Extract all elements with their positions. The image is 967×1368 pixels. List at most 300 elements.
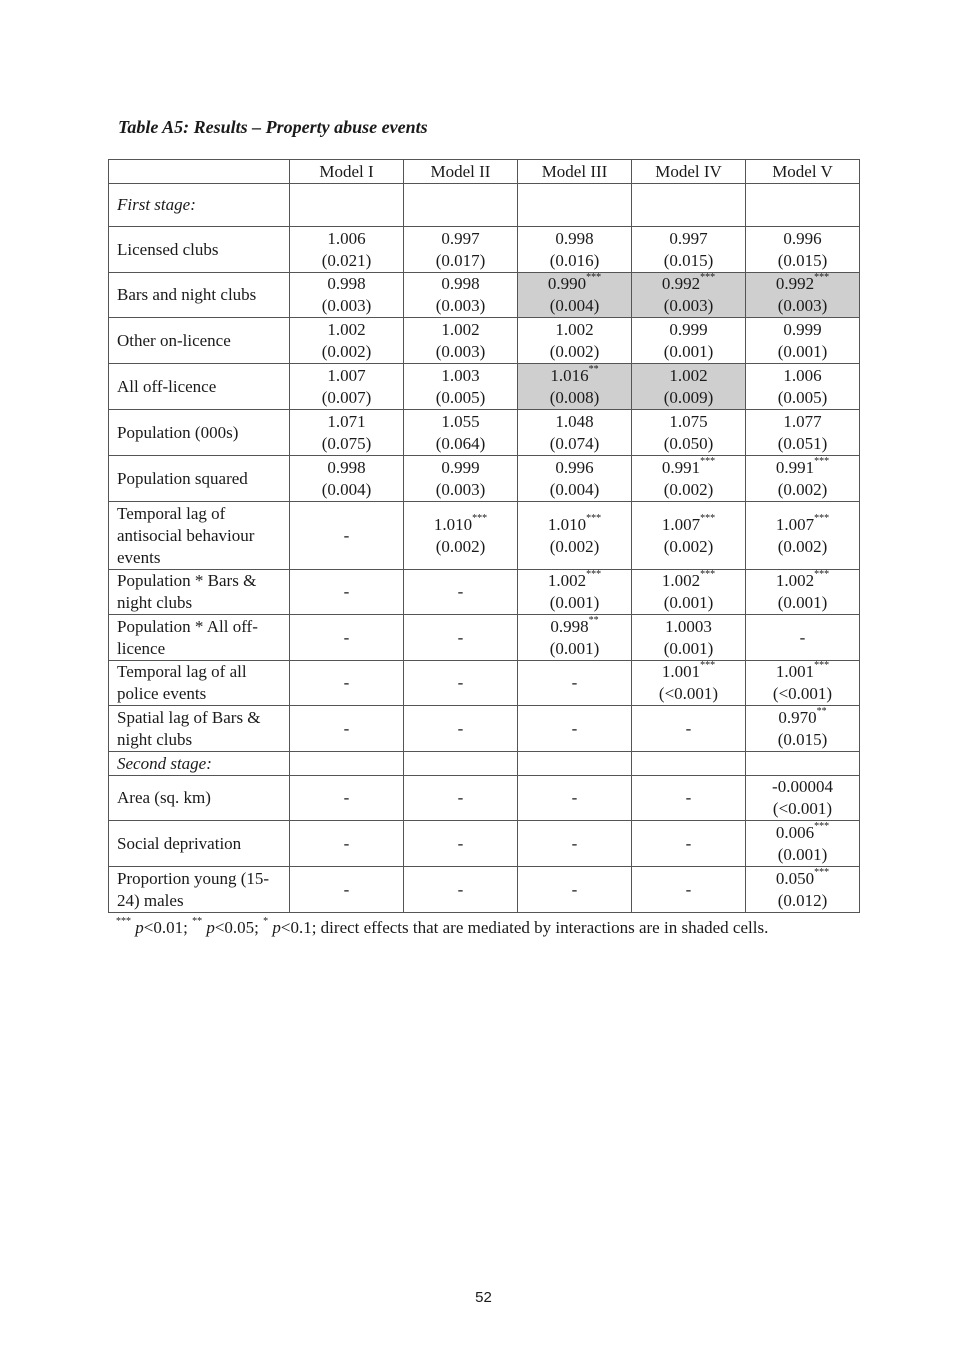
coef-value: [518, 879, 631, 901]
coef-value: [632, 228, 745, 250]
col-header-model-3: Model III: [518, 160, 632, 184]
coef-number: 0.050: [775, 868, 815, 888]
coef-number: 1.055: [441, 411, 480, 431]
std-error: (0.074): [549, 433, 600, 453]
coef-value: [746, 514, 859, 536]
coef-cell: [632, 364, 746, 410]
coef-number: 0.991: [661, 457, 701, 477]
row-label: Spatial lag of Bars & night clubs: [109, 706, 290, 752]
coef-value: [404, 411, 517, 433]
coef-number: -: [685, 833, 692, 853]
significance-stars: **: [816, 705, 827, 717]
coef-number: 1.010: [547, 514, 587, 534]
empty-cell: [290, 184, 404, 227]
coef-cell: [404, 227, 518, 273]
significance-stars: ***: [814, 660, 830, 672]
coef-value: [404, 319, 517, 341]
coef-cell: [290, 227, 404, 273]
coef-cell: [290, 502, 404, 570]
coef-number: 0.998: [441, 274, 480, 293]
std-error: (0.064): [435, 433, 486, 453]
coef-value: [404, 627, 517, 649]
coef-number: 1.007: [661, 514, 701, 534]
coef-cell: [518, 227, 632, 273]
significance-stars: ***: [472, 512, 488, 524]
row-label: Population (000s): [109, 410, 290, 456]
coef-value: [404, 457, 517, 479]
stage-row: [109, 184, 860, 227]
coef-cell: [518, 364, 632, 410]
coef-value: [632, 661, 745, 683]
coef-value: [290, 879, 403, 901]
std-error: (0.003): [777, 296, 828, 315]
std-error: (0.002): [777, 536, 828, 556]
empty-cell: [746, 752, 860, 776]
coef-value: [290, 672, 403, 694]
std-error: (0.075): [321, 433, 372, 453]
coef-cell: [746, 570, 860, 615]
std-error: (0.003): [663, 296, 714, 315]
footnote-p: p: [272, 918, 281, 937]
coef-value: [290, 787, 403, 809]
footnote-sig-2: **: [192, 916, 203, 928]
coef-value: [632, 787, 745, 809]
coef-value: [290, 319, 403, 341]
coef-number: 0.999: [669, 319, 708, 339]
std-error: (0.050): [663, 433, 714, 453]
coef-number: 0.006: [775, 822, 815, 842]
footnote-text-1: <0.01;: [143, 918, 193, 937]
coef-number: 0.998: [327, 457, 366, 477]
coef-cell: [632, 318, 746, 364]
coef-cell: [404, 364, 518, 410]
coef-value: [746, 776, 859, 798]
coef-number: 1.007: [775, 514, 815, 534]
footnote-text-2: <0.05;: [214, 918, 264, 937]
header-corner: [109, 160, 290, 184]
coef-cell: [404, 456, 518, 502]
std-error: (0.015): [777, 250, 828, 270]
coef-value: [404, 514, 517, 536]
coef-cell: [290, 570, 404, 615]
coef-value: [518, 787, 631, 809]
row-label: Other on-licence: [109, 318, 290, 364]
coef-value: [746, 661, 859, 683]
row-label: Population * All off-licence: [109, 615, 290, 661]
coef-cell: [518, 776, 632, 821]
coef-cell: [746, 867, 860, 913]
table-caption: Table A5: Results – Property abuse events: [118, 117, 428, 137]
coef-value: [404, 581, 517, 603]
table-row: [109, 318, 860, 364]
std-error: (0.001): [777, 593, 828, 612]
coef-value: [518, 273, 631, 295]
coef-cell: [746, 318, 860, 364]
coef-number: 0.998: [550, 616, 589, 636]
coef-number: -: [343, 833, 350, 853]
coef-cell: [518, 456, 632, 502]
significance-stars: **: [588, 363, 599, 375]
coef-cell: [518, 661, 632, 706]
table-row: [109, 706, 860, 752]
coef-value: [518, 616, 631, 638]
coef-number: 0.990: [547, 274, 587, 293]
coef-value: [632, 570, 745, 592]
col-header-model-5: Model V: [746, 160, 860, 184]
coef-cell: [632, 227, 746, 273]
stage-label: Second stage:: [109, 752, 290, 776]
coef-cell: [746, 776, 860, 821]
footnote-sig-1: *: [263, 916, 269, 928]
coef-number: -: [343, 788, 350, 807]
std-error: (0.017): [435, 250, 486, 270]
coef-cell: [632, 661, 746, 706]
coef-number: 1.071: [327, 411, 366, 431]
coef-value: [518, 411, 631, 433]
std-error: (0.001): [663, 638, 714, 658]
footnote-text-3: <0.1; direct effects that are mediated by interactions are in shaded cells.: [280, 918, 769, 937]
coef-value: [632, 879, 745, 901]
coef-cell: [746, 364, 860, 410]
coef-number: 0.992: [775, 274, 815, 293]
empty-cell: [290, 752, 404, 776]
significance-stars: ***: [814, 569, 830, 581]
std-error: (0.002): [549, 341, 600, 361]
coef-number: -: [343, 627, 350, 647]
coef-value: [632, 833, 745, 855]
col-header-model-4: Model IV: [632, 160, 746, 184]
row-label: Temporal lag of antisocial behaviour events: [109, 502, 290, 570]
coef-number: -: [685, 788, 692, 807]
coef-value: [746, 707, 859, 729]
coef-number: 0.997: [669, 228, 708, 248]
empty-cell: [632, 752, 746, 776]
table-row: [109, 502, 860, 570]
std-error: (0.004): [549, 296, 600, 315]
coef-cell: [518, 821, 632, 867]
coef-cell: [404, 318, 518, 364]
coef-number: 1.075: [669, 411, 708, 431]
coef-value: [404, 672, 517, 694]
coef-value: [746, 457, 859, 479]
coef-value: [404, 787, 517, 809]
col-header-model-1: Model I: [290, 160, 404, 184]
coef-cell: [404, 867, 518, 913]
significance-stars: ***: [814, 512, 830, 524]
significance-stars: ***: [700, 272, 716, 284]
coef-number: -: [571, 673, 578, 692]
std-error: (0.007): [321, 387, 372, 407]
coef-value: [746, 570, 859, 592]
coef-cell: [404, 821, 518, 867]
std-error: (0.051): [777, 433, 828, 453]
coef-cell: [404, 410, 518, 456]
std-error: (0.005): [435, 387, 486, 407]
coef-number: 1.003: [441, 365, 480, 385]
coef-cell: [518, 318, 632, 364]
coef-number: 1.001: [661, 662, 701, 681]
coef-number: 0.999: [783, 319, 822, 339]
std-error: (0.015): [777, 729, 828, 749]
coef-value: [404, 879, 517, 901]
coef-value: [518, 319, 631, 341]
row-label: All off-licence: [109, 364, 290, 410]
std-error: (0.002): [321, 341, 372, 361]
coef-cell: [632, 456, 746, 502]
significance-stars: ***: [814, 272, 830, 284]
significance-stars: ***: [586, 512, 602, 524]
table-row: [109, 867, 860, 913]
coef-cell: [404, 570, 518, 615]
table-row: [109, 456, 860, 502]
std-error: (0.001): [549, 638, 600, 658]
coef-value: [632, 457, 745, 479]
coef-cell: [632, 570, 746, 615]
std-error: (0.003): [435, 479, 486, 499]
coef-number: -: [343, 582, 350, 601]
std-error: (<0.001): [658, 684, 719, 703]
coef-value: [404, 365, 517, 387]
coef-number: -0.00004: [772, 777, 833, 796]
std-error: (0.009): [663, 387, 714, 407]
significance-stars: ***: [814, 866, 830, 878]
table-row: [109, 821, 860, 867]
coef-value: [632, 273, 745, 295]
coef-number: -: [457, 718, 464, 738]
coef-cell: [632, 615, 746, 661]
std-error: (0.003): [435, 341, 486, 361]
row-label: Temporal lag of all police events: [109, 661, 290, 706]
coef-cell: [518, 615, 632, 661]
coef-number: 1.077: [783, 411, 822, 431]
empty-cell: [746, 184, 860, 227]
coef-value: [746, 319, 859, 341]
coef-value: [290, 411, 403, 433]
std-error: (0.003): [435, 296, 486, 315]
coef-number: 1.002: [547, 571, 587, 590]
coef-value: [404, 833, 517, 855]
coef-cell: [404, 776, 518, 821]
coef-value: [518, 718, 631, 740]
coef-cell: [290, 615, 404, 661]
std-error: (0.001): [777, 341, 828, 361]
results-table: [108, 159, 860, 913]
empty-cell: [404, 184, 518, 227]
coef-cell: [290, 867, 404, 913]
coef-value: [518, 457, 631, 479]
table-row: [109, 776, 860, 821]
coef-value: [404, 718, 517, 740]
coef-cell: [404, 706, 518, 752]
coef-number: 0.996: [783, 228, 822, 248]
coef-cell: [746, 661, 860, 706]
coef-number: 1.007: [327, 365, 366, 385]
coef-cell: [518, 706, 632, 752]
std-error: (0.005): [777, 387, 828, 407]
coef-value: [746, 411, 859, 433]
coef-cell: [632, 410, 746, 456]
coef-number: 1.002: [669, 365, 708, 385]
significance-stars: ***: [586, 569, 602, 581]
coef-cell: [290, 364, 404, 410]
coef-value: [632, 411, 745, 433]
coef-value: [518, 514, 631, 536]
coef-number: 1.002: [441, 319, 480, 339]
coef-cell: [518, 273, 632, 318]
std-error: (0.015): [663, 250, 714, 270]
coef-number: 0.996: [555, 457, 594, 477]
coef-cell: [746, 273, 860, 318]
row-label: Licensed clubs: [109, 227, 290, 273]
significance-stars: ***: [700, 569, 716, 581]
table-row: [109, 570, 860, 615]
std-error: (0.002): [663, 479, 714, 499]
std-error: (0.021): [321, 250, 372, 270]
coef-value: [518, 570, 631, 592]
coef-number: -: [457, 673, 464, 692]
coef-number: -: [685, 718, 692, 738]
coef-number: 0.998: [327, 274, 366, 293]
coef-value: [632, 616, 745, 638]
table-footnote: [116, 911, 852, 945]
significance-stars: ***: [700, 660, 716, 672]
coef-number: -: [343, 525, 350, 545]
coef-cell: [290, 410, 404, 456]
coef-number: -: [457, 879, 464, 899]
coef-cell: [404, 273, 518, 318]
coef-value: [746, 365, 859, 387]
std-error: (0.001): [663, 341, 714, 361]
coef-value: [746, 627, 859, 649]
significance-stars: ***: [700, 512, 716, 524]
coef-value: [632, 365, 745, 387]
coef-cell: [518, 867, 632, 913]
coef-number: 0.992: [661, 274, 701, 293]
empty-cell: [518, 752, 632, 776]
coef-cell: [290, 706, 404, 752]
coef-value: [746, 822, 859, 844]
coef-value: [518, 365, 631, 387]
coef-value: [290, 228, 403, 250]
stage-row: [109, 752, 860, 776]
header-row: [109, 160, 860, 184]
table-row: [109, 410, 860, 456]
footnote-sig-3: ***: [116, 916, 131, 928]
coef-value: [290, 833, 403, 855]
stage-label: First stage:: [109, 184, 290, 227]
footnote-p: p: [135, 918, 144, 937]
coef-value: [404, 273, 517, 295]
coef-number: -: [799, 627, 806, 647]
row-label: Population squared: [109, 456, 290, 502]
table-row: [109, 661, 860, 706]
row-label: Bars and night clubs: [109, 273, 290, 318]
coef-cell: [290, 273, 404, 318]
coef-cell: [746, 615, 860, 661]
coef-cell: [746, 502, 860, 570]
coef-number: 1.002: [555, 319, 594, 339]
row-label: Social deprivation: [109, 821, 290, 867]
coef-number: 1.010: [433, 514, 473, 534]
significance-stars: ***: [700, 455, 716, 467]
row-label: Area (sq. km): [109, 776, 290, 821]
coef-number: -: [457, 582, 464, 601]
std-error: (0.001): [549, 593, 600, 612]
coef-value: [290, 273, 403, 295]
coef-value: [746, 868, 859, 890]
table-row: [109, 227, 860, 273]
coef-value: [290, 718, 403, 740]
std-error: (<0.001): [772, 799, 833, 818]
coef-cell: [290, 661, 404, 706]
coef-cell: [404, 615, 518, 661]
coef-number: 1.002: [327, 319, 366, 339]
coef-value: [518, 672, 631, 694]
coef-number: 0.970: [778, 707, 817, 727]
coef-value: [632, 319, 745, 341]
std-error: (0.016): [549, 250, 600, 270]
coef-number: -: [343, 718, 350, 738]
coef-value: [290, 457, 403, 479]
coef-number: 1.016: [550, 365, 589, 385]
coef-number: -: [571, 879, 578, 899]
table-row: [109, 273, 860, 318]
coef-cell: [746, 410, 860, 456]
std-error: (0.004): [549, 479, 600, 499]
row-label: Proportion young (15-24) males: [109, 867, 290, 913]
col-header-model-2: Model II: [404, 160, 518, 184]
coef-number: -: [571, 833, 578, 853]
std-error: (0.002): [663, 536, 714, 556]
coef-cell: [290, 821, 404, 867]
coef-cell: [632, 867, 746, 913]
coef-number: -: [343, 879, 350, 899]
coef-number: -: [571, 788, 578, 807]
std-error: (0.003): [321, 296, 372, 315]
coef-cell: [404, 661, 518, 706]
coef-cell: [290, 776, 404, 821]
footnote-p: p: [206, 918, 215, 937]
coef-number: -: [571, 718, 578, 738]
std-error: (0.002): [549, 536, 600, 556]
coef-number: 1.006: [327, 228, 366, 248]
empty-cell: [404, 752, 518, 776]
coef-cell: [518, 410, 632, 456]
table-row: [109, 615, 860, 661]
coef-value: [632, 718, 745, 740]
coef-value: [404, 228, 517, 250]
coef-cell: [746, 227, 860, 273]
coef-cell: [746, 456, 860, 502]
coef-cell: [404, 502, 518, 570]
significance-stars: ***: [586, 272, 602, 284]
coef-number: 1.002: [775, 571, 815, 590]
std-error: (0.002): [435, 536, 486, 556]
coef-number: 1.001: [775, 662, 815, 681]
coef-cell: [290, 318, 404, 364]
coef-cell: [632, 821, 746, 867]
coef-cell: [632, 706, 746, 752]
std-error: (0.012): [777, 890, 828, 910]
coef-number: -: [457, 788, 464, 807]
coef-value: [632, 514, 745, 536]
coef-number: 0.997: [441, 228, 480, 248]
coef-cell: [518, 570, 632, 615]
significance-stars: **: [588, 614, 599, 626]
std-error: (0.001): [663, 593, 714, 612]
coef-number: 1.006: [783, 365, 822, 385]
significance-stars: ***: [814, 455, 830, 467]
